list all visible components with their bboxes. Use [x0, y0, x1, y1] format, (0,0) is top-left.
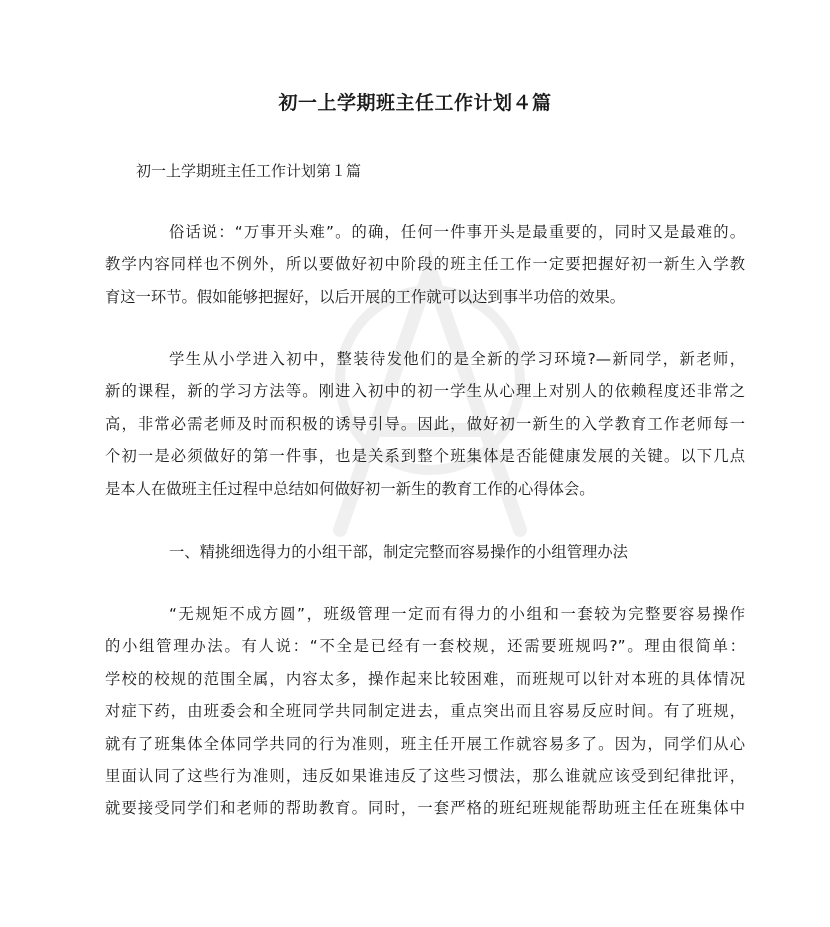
paragraph-line: 高，非常必需老师及时而积极的诱导引导。因此，做好初一新生的入学教育工作老师每一: [105, 414, 745, 433]
paragraph-line: 对症下药，由班委会和全班同学共同制定进去，重点突出而且容易反应时间。有了班规，: [105, 702, 745, 721]
paragraph-line: 的小组管理办法。有人说：“不全是已经有一套校规，还需要班规吗?”。理由很简单：: [105, 637, 745, 656]
paragraph-line: 就有了班集体全体同学共同的行为准则，班主任开展工作就容易多了。因为，同学们从心: [105, 734, 745, 753]
paragraph-line: 新的课程，新的学习方法等。刚进入初中的初一学生从心理上对别人的依赖程度还非常之: [105, 382, 745, 401]
paragraph-line: 学生从小学进入初中，整装待发他们的是全新的学习环境?—新同学，新老师，: [169, 350, 745, 368]
paragraph-line: 俗话说：“万事开头难”。的确，任何一件事开头是最重要的，同时又是最难的。: [169, 223, 745, 241]
paragraph-line: 就要接受同学们和老师的帮助教育。同时，一套严格的班纪班规能帮助班主任在班集体中: [105, 799, 745, 818]
paragraph-line: 教学内容同样也不例外，所以要做好初中阶段的班主任工作一定要把握好初一新生入学教: [105, 255, 745, 274]
section-heading: 一、精挑细选得力的小组干部，制定完整而容易操作的小组管理办法: [169, 543, 628, 561]
paragraph-line: “无规矩不成方圆”，班级管理一定而有得力的小组和一套较为完整要容易操作: [169, 605, 745, 623]
paragraph-3: [105, 598, 745, 825]
paragraph-line: 育这一环节。假如能够把握好，以后开展的工作就可以达到事半功倍的效果。: [105, 287, 626, 306]
paragraph-line: 是本人在做班主任过程中总结如何做好初一新生的教育工作的心得体会。: [105, 479, 595, 498]
paragraph-2: [105, 343, 745, 505]
paragraph-line: 里面认同了这些行为准则，违反如果谁违反了这些习惯法，那么谁就应该受到纪律批评，: [105, 766, 745, 785]
paragraph-1: [105, 216, 745, 313]
document-subtitle: 初一上学期班主任工作计划第１篇: [136, 162, 362, 180]
paragraph-line: 个初一是必须做好的第一件事，也是关系到整个班集体是否能健康发展的关键。以下几点: [105, 447, 745, 466]
document-title: 初一上学期班主任工作计划４篇: [278, 92, 552, 114]
paragraph-line: 学校的校规的范围全属，内容太多，操作起来比较困难，而班规可以针对本班的具体情况: [105, 669, 745, 688]
